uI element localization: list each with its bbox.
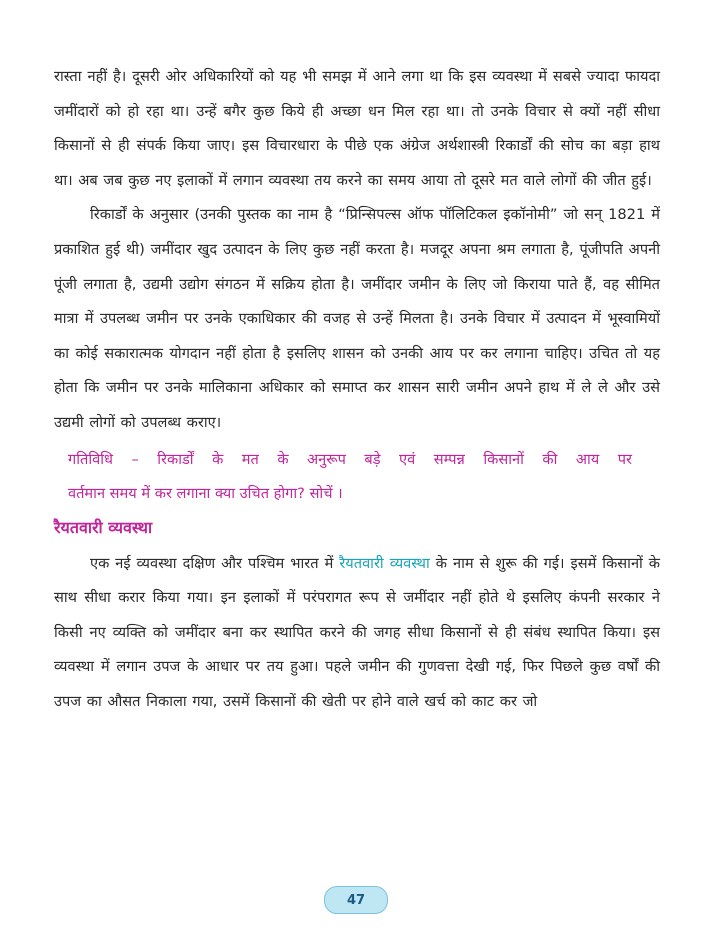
- activity-line-2: वर्तमान समय में कर लगाना क्या उचित होगा? सोचें ।: [68, 484, 343, 502]
- section-heading: रैयतवारी व्यवस्था: [54, 517, 153, 537]
- paragraph-1: रास्ता नहीं है। दूसरी ओर अधिकारियों को यह भी समझ में आने लगा था कि इस व्यवस्था में सबसे ज्यादा फायदा जमींदारों को हो रहा था। उन्हें बगैर कुछ किये ही अच्छा धन मिल रहा था। तो उनके विचार से क्यों नहीं सीधा किसानों से ही संपर्क किया जाए। इस विचारधारा के पीछे एक अंग्रेज अर्थशास्त्री रिकार्डों की सोच का बड़ा हाथ था। अब जब कुछ नए इलाकों में लगान व्यवस्था तय करने का समय आया तो दूसरे मत वाले लोगों की जीत हुई।: [54, 68, 660, 189]
- activity-box: [54, 443, 660, 511]
- page-body: [54, 60, 660, 720]
- activity-line-1: गतिविधि – रिकार्डों के मत के अनुरूप बड़े एवं सम्पन्न किसानों की आय पर: [68, 450, 632, 468]
- page-number-badge: [324, 886, 388, 914]
- paragraph-3-start: एक नई व्यवस्था दक्षिण और पश्चिम भारत में: [90, 554, 334, 572]
- paragraph-2: रिकार्डों के अनुसार (उनकी पुस्तक का नाम है “प्रिन्सिपल्स ऑफ पॉलिटिकल इकॉनोमी” जो सन् 1821 में प्रकाशित हुई थी) जमींदार खुद उत्पादन के लिए कुछ नहीं करता है। मजदूर अपना श्रम लगाता है, पूंजीपति अपनी पूंजी लगाता है, उद्यमी उद्योग संगठन में सक्रिय होता है। जमींदार जमीन के लिए जो किराया पाते हैं, वह सीमित मात्रा में उपलब्ध जमीन पर उनके एकाधिकार की वजह से उन्हें मिलता है। उनके विचार में उत्पादन में भूस्वामियों का कोई सकारात्मक योगदान नहीं होता है इसलिए शासन को उनकी आय पर कर लगाना चाहिए। उचित तो यह होता कि जमीन पर उनके मालिकाना अधिकार को समाप्त कर शासन सारी जमीन अपने हाथ में ले ले और उसे उद्यमी लोगों को उपलब्ध कराए।: [54, 206, 660, 431]
- highlighted-term: रैयतवारी व्यवस्था: [339, 554, 430, 572]
- page-number: 47: [346, 892, 366, 908]
- paragraph-3: [54, 547, 660, 720]
- paragraph-3-end: के नाम से शुरू की गई। इसमें किसानों के साथ सीधा करार किया गया। इन इलाकों में परंपरागत रूप से जमींदार नहीं होते थे इसलिए कंपनी सरकार ने किसी नए व्यक्ति को जमींदार बना कर स्थापित करने की जगह सीधा किसानों से ही संबंध स्थापित किया। इस व्यवस्था में लगान उपज के आधार पर तय हुआ। पहले जमीन की गुणवत्ता देखी गई, फिर पिछले कुछ वर्षों की उपज का औसत निकाला गया, उसमें किसानों की खेती पर होने वाले खर्च को काट कर जो: [54, 554, 661, 710]
